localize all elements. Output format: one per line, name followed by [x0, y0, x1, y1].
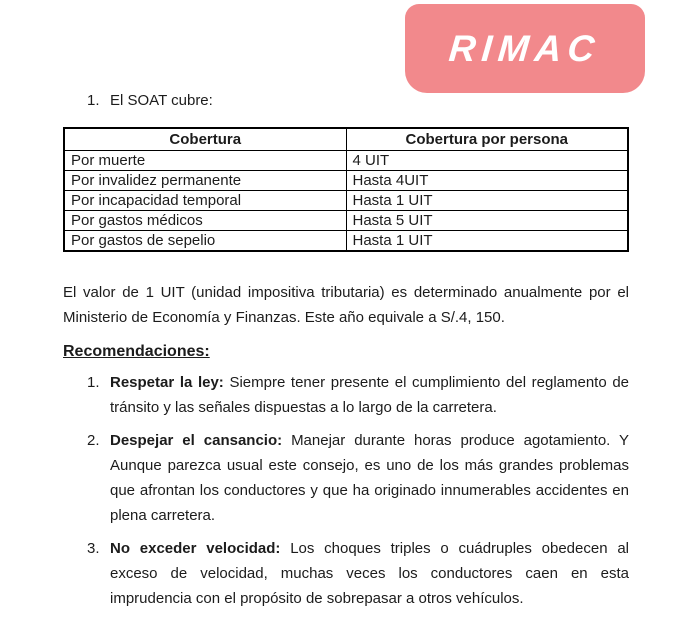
coverage-cell: Por gastos de sepelio [64, 231, 346, 252]
recommendation-number: 2. [87, 432, 100, 449]
recommendation-text [110, 428, 629, 528]
recommendation-body: Manejar durante horas produce agotamiento. Y Aunque parezca usual este consejo, es uno de los más grandes problemas que afrontan los conductores y que ha originado innumerables accidentes en plena carretera. [110, 432, 630, 524]
uit-note-paragraph: El valor de 1 UIT (unidad impositiva tributaria) es determinado anualmente por el Ministerio de Economía y Finanzas. Este año equivale a S/.4, 150. [63, 284, 629, 326]
recommendation-number: 1. [87, 374, 100, 391]
coverage-cell: Por gastos médicos [64, 211, 346, 231]
table-row [64, 231, 628, 252]
recommendation-item [63, 428, 629, 528]
amount-cell: Hasta 5 UIT [346, 211, 628, 231]
coverage-cell: Por muerte [64, 151, 346, 171]
amount-cell: 4 UIT [346, 151, 628, 171]
table-row [64, 171, 628, 191]
soat-list-label: El SOAT cubre: [110, 92, 213, 109]
document-content [63, 0, 629, 611]
recommendation-number: 3. [87, 540, 100, 557]
coverage-table [63, 127, 629, 252]
recommendation-body: Los choques triples o cuádruples obedecen al exceso de velocidad, muchas veces los conductores caen en esta imprudencia con el propósito de sobrepasar a otros vehículos. [110, 540, 629, 607]
recommendation-item [63, 536, 629, 611]
coverage-table-header-per-person: Cobertura por persona [346, 128, 628, 151]
recommendation-body: Siempre tener presente el cumplimiento del reglamento de tránsito y las señales dispuestas a lo largo de la carretera. [110, 374, 629, 416]
table-row [64, 211, 628, 231]
coverage-table-header-coverage: Cobertura [64, 128, 346, 151]
recommendation-lead: Despejar el cansancio: [110, 432, 283, 449]
recommendations-title: Recomendaciones: [63, 343, 210, 360]
rimac-logo-text: RIMAC [447, 27, 603, 69]
recommendation-text [110, 536, 629, 611]
amount-cell: Hasta 1 UIT [346, 231, 628, 252]
recommendation-lead: No exceder velocidad: [110, 540, 281, 557]
coverage-cell: Por incapacidad temporal [64, 191, 346, 211]
recommendation-text [110, 370, 629, 420]
recommendation-item [63, 370, 629, 420]
coverage-cell: Por invalidez permanente [64, 171, 346, 191]
coverage-table-header-row [64, 128, 628, 151]
amount-cell: Hasta 4UIT [346, 171, 628, 191]
soat-list-number: 1. [87, 92, 100, 109]
table-row [64, 191, 628, 211]
table-row [64, 151, 628, 171]
recommendation-lead: Respetar la ley: [110, 374, 224, 391]
soat-list-item [63, 91, 629, 111]
amount-cell: Hasta 1 UIT [346, 191, 628, 211]
